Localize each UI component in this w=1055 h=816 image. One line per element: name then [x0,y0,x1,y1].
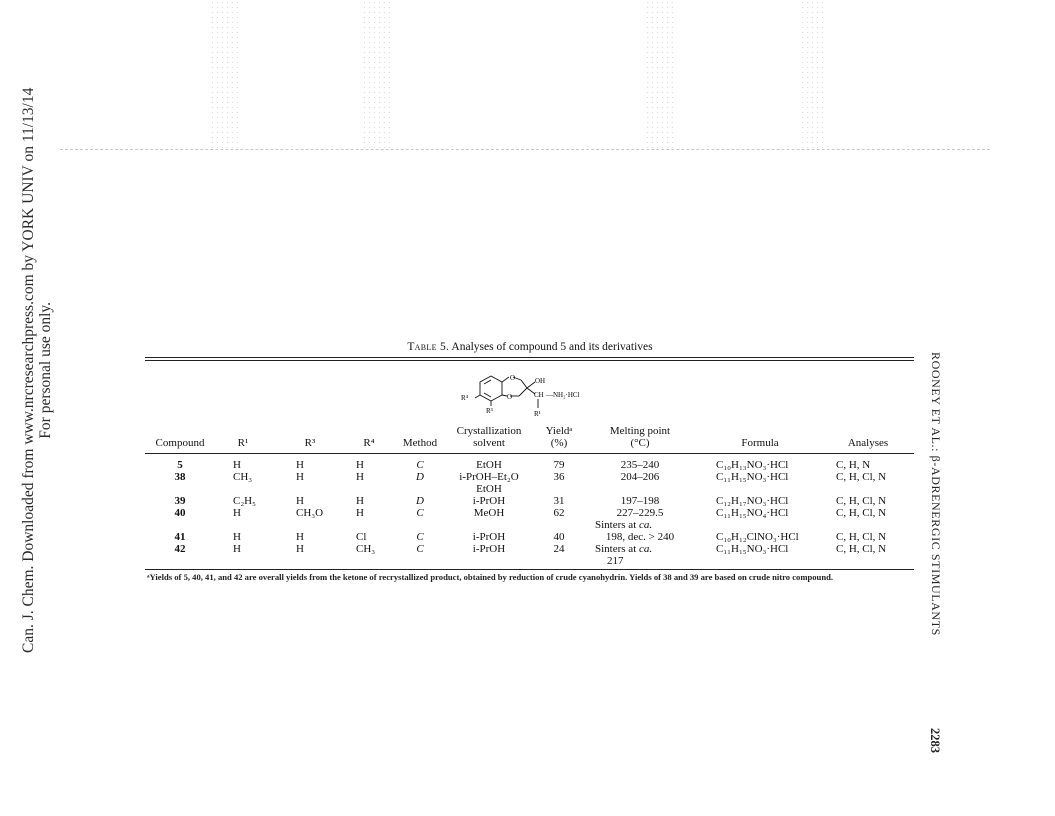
cell-solvent: MeOH [473,507,505,519]
cell-solvent: i-PrOH–Et₂O [459,471,519,483]
header-analyses: Analyses [847,437,889,449]
download-note [20,88,54,653]
header-compound: Compound [155,437,205,449]
hydroxyl-label: OH [535,377,546,385]
cell-r3: CH₃O [296,507,324,519]
sinters-text: Sinters at [595,543,639,555]
cell-solvent: i-PrOH [472,531,506,543]
table-top-rule [145,357,914,358]
sinters-ca: ca. [639,543,653,555]
cell-formula: C₁₂H₁₇NO₃·HCl [716,495,789,507]
cell-r4: H [356,471,364,483]
cell-r3: H [296,471,304,483]
sinters-text: Sinters at [595,519,639,531]
cell-melting-point: 198, dec. > 240 [605,531,675,543]
ch-label: CH [534,391,544,399]
table-bottom-rule [145,569,914,570]
table-top-rule [145,360,914,361]
cell-solvent-continued: EtOH [476,483,502,495]
cell-r1: CH₃ [233,471,253,483]
cell-solvent: EtOH [476,459,502,471]
header-yield: (%) [550,437,568,449]
cell-formula: C₁₁H₁₅NO₃·HCl [716,543,789,555]
cell-formula: C₁₁H₁₅NO₃·HCl [716,471,789,483]
header-yield: Yieldᵃ [545,425,573,437]
cell-r1: H [233,459,241,471]
cell-yield: 62 [553,507,565,519]
cell-formula: C₁₁H₁₅NO₄·HCl [716,507,789,519]
r3-label: R³ [486,407,493,415]
cell-analyses: C, H, Cl, N [836,471,887,483]
cell-melting-point: 227–229.5 [616,507,664,519]
cell-melting-point: 235–240 [620,459,660,471]
cell-melting-point-note [595,519,652,531]
cell-compound: 39 [174,495,186,507]
running-head: ROONEY ET AL.: β-ADRENERGIC STIMULANTS [929,352,943,636]
scan-artifact [210,0,240,148]
cell-melting-point: 197–198 [620,495,660,507]
table-title [145,341,915,353]
cell-compound: 38 [174,471,186,483]
header-r1: R¹ [237,437,249,449]
header-r3: R³ [304,437,316,449]
download-note-line: For personal use only. [37,301,54,439]
header-melting-point: Melting point [609,425,671,437]
cell-method: D [416,471,424,483]
cell-yield: 24 [553,543,565,555]
cell-analyses: C, H, Cl, N [836,543,887,555]
r4-label: R⁴ [461,394,469,402]
cell-r3: H [296,459,304,471]
cell-method: C [416,459,424,471]
cell-solvent: i-PrOH [472,495,506,507]
cell-compound: 42 [174,543,186,555]
r1-label: R¹ [534,410,541,418]
chemical-structure [455,368,605,420]
cell-r1: H [233,543,241,555]
header-solvent: Crystallization [456,425,522,437]
cell-r1: H [233,507,241,519]
sinters-ca: ca. [639,519,653,531]
cell-analyses: C, H, N [836,459,871,471]
header-formula: Formula [741,437,779,449]
cell-yield: 40 [553,531,565,543]
header-solvent: solvent [473,437,505,449]
cell-solvent: i-PrOH [472,543,506,555]
cell-r4: H [356,495,364,507]
ring-oxygen-label: O [510,374,516,382]
cell-r3: H [296,495,304,507]
cell-method: C [416,507,424,519]
cell-formula: C₁₀H₁₂ClNO₃·HCl [716,531,799,543]
cell-melting-point [595,543,652,555]
page-number: 2283 [928,728,942,753]
amine-label: —NH₂·HCl [546,391,580,399]
cell-r4: CH₃ [356,543,376,555]
scan-artifact [800,0,826,148]
cell-compound: 41 [174,531,186,543]
header-melting-point: (°C) [630,437,650,449]
cell-method: D [416,495,424,507]
table-label: Table 5. [407,341,450,353]
scan-artifact [645,0,677,148]
cell-r3: H [296,543,304,555]
cell-analyses: C, H, Cl, N [836,531,887,543]
download-note-line: Can. J. Chem. Downloaded from www.nrcresearchpress.com by YORK UNIV on 11/13/14 [20,87,37,653]
cell-method: C [416,543,424,555]
cell-r4: H [356,459,364,471]
cell-formula: C₁₀H₁₃NO₃·HCl [716,459,789,471]
header-r4: R⁴ [363,437,375,449]
cell-r4: Cl [356,531,367,543]
table-caption: Analyses of compound 5 and its derivatives [451,341,653,353]
scan-rule [60,149,990,150]
header-method: Method [402,437,438,449]
header-rule [145,453,914,454]
scan-artifact [362,0,390,148]
cell-analyses: C, H, Cl, N [836,495,887,507]
cell-compound: 5 [177,459,183,471]
table-footnote: ᵃYields of 5, 40, 41, and 42 are overall yields from the ketone of recrystallized product, obtained by reduction of crude cyanohydrin. Yields of 38 and 39 are based on crude nitro compound. [147,572,834,582]
cell-analyses: C, H, Cl, N [836,507,887,519]
cell-yield: 79 [553,459,565,471]
cell-yield: 36 [553,471,565,483]
cell-r1: H [233,531,241,543]
cell-melting-point: 204–206 [620,471,660,483]
cell-yield: 31 [553,495,565,507]
cell-r1: C₂H₅ [233,495,256,507]
cell-melting-point-continued: 217 [607,555,624,567]
cell-method: C [416,531,424,543]
cell-r4: H [356,507,364,519]
ring-oxygen-label: O [507,393,513,401]
cell-r3: H [296,531,304,543]
cell-compound: 40 [174,507,186,519]
